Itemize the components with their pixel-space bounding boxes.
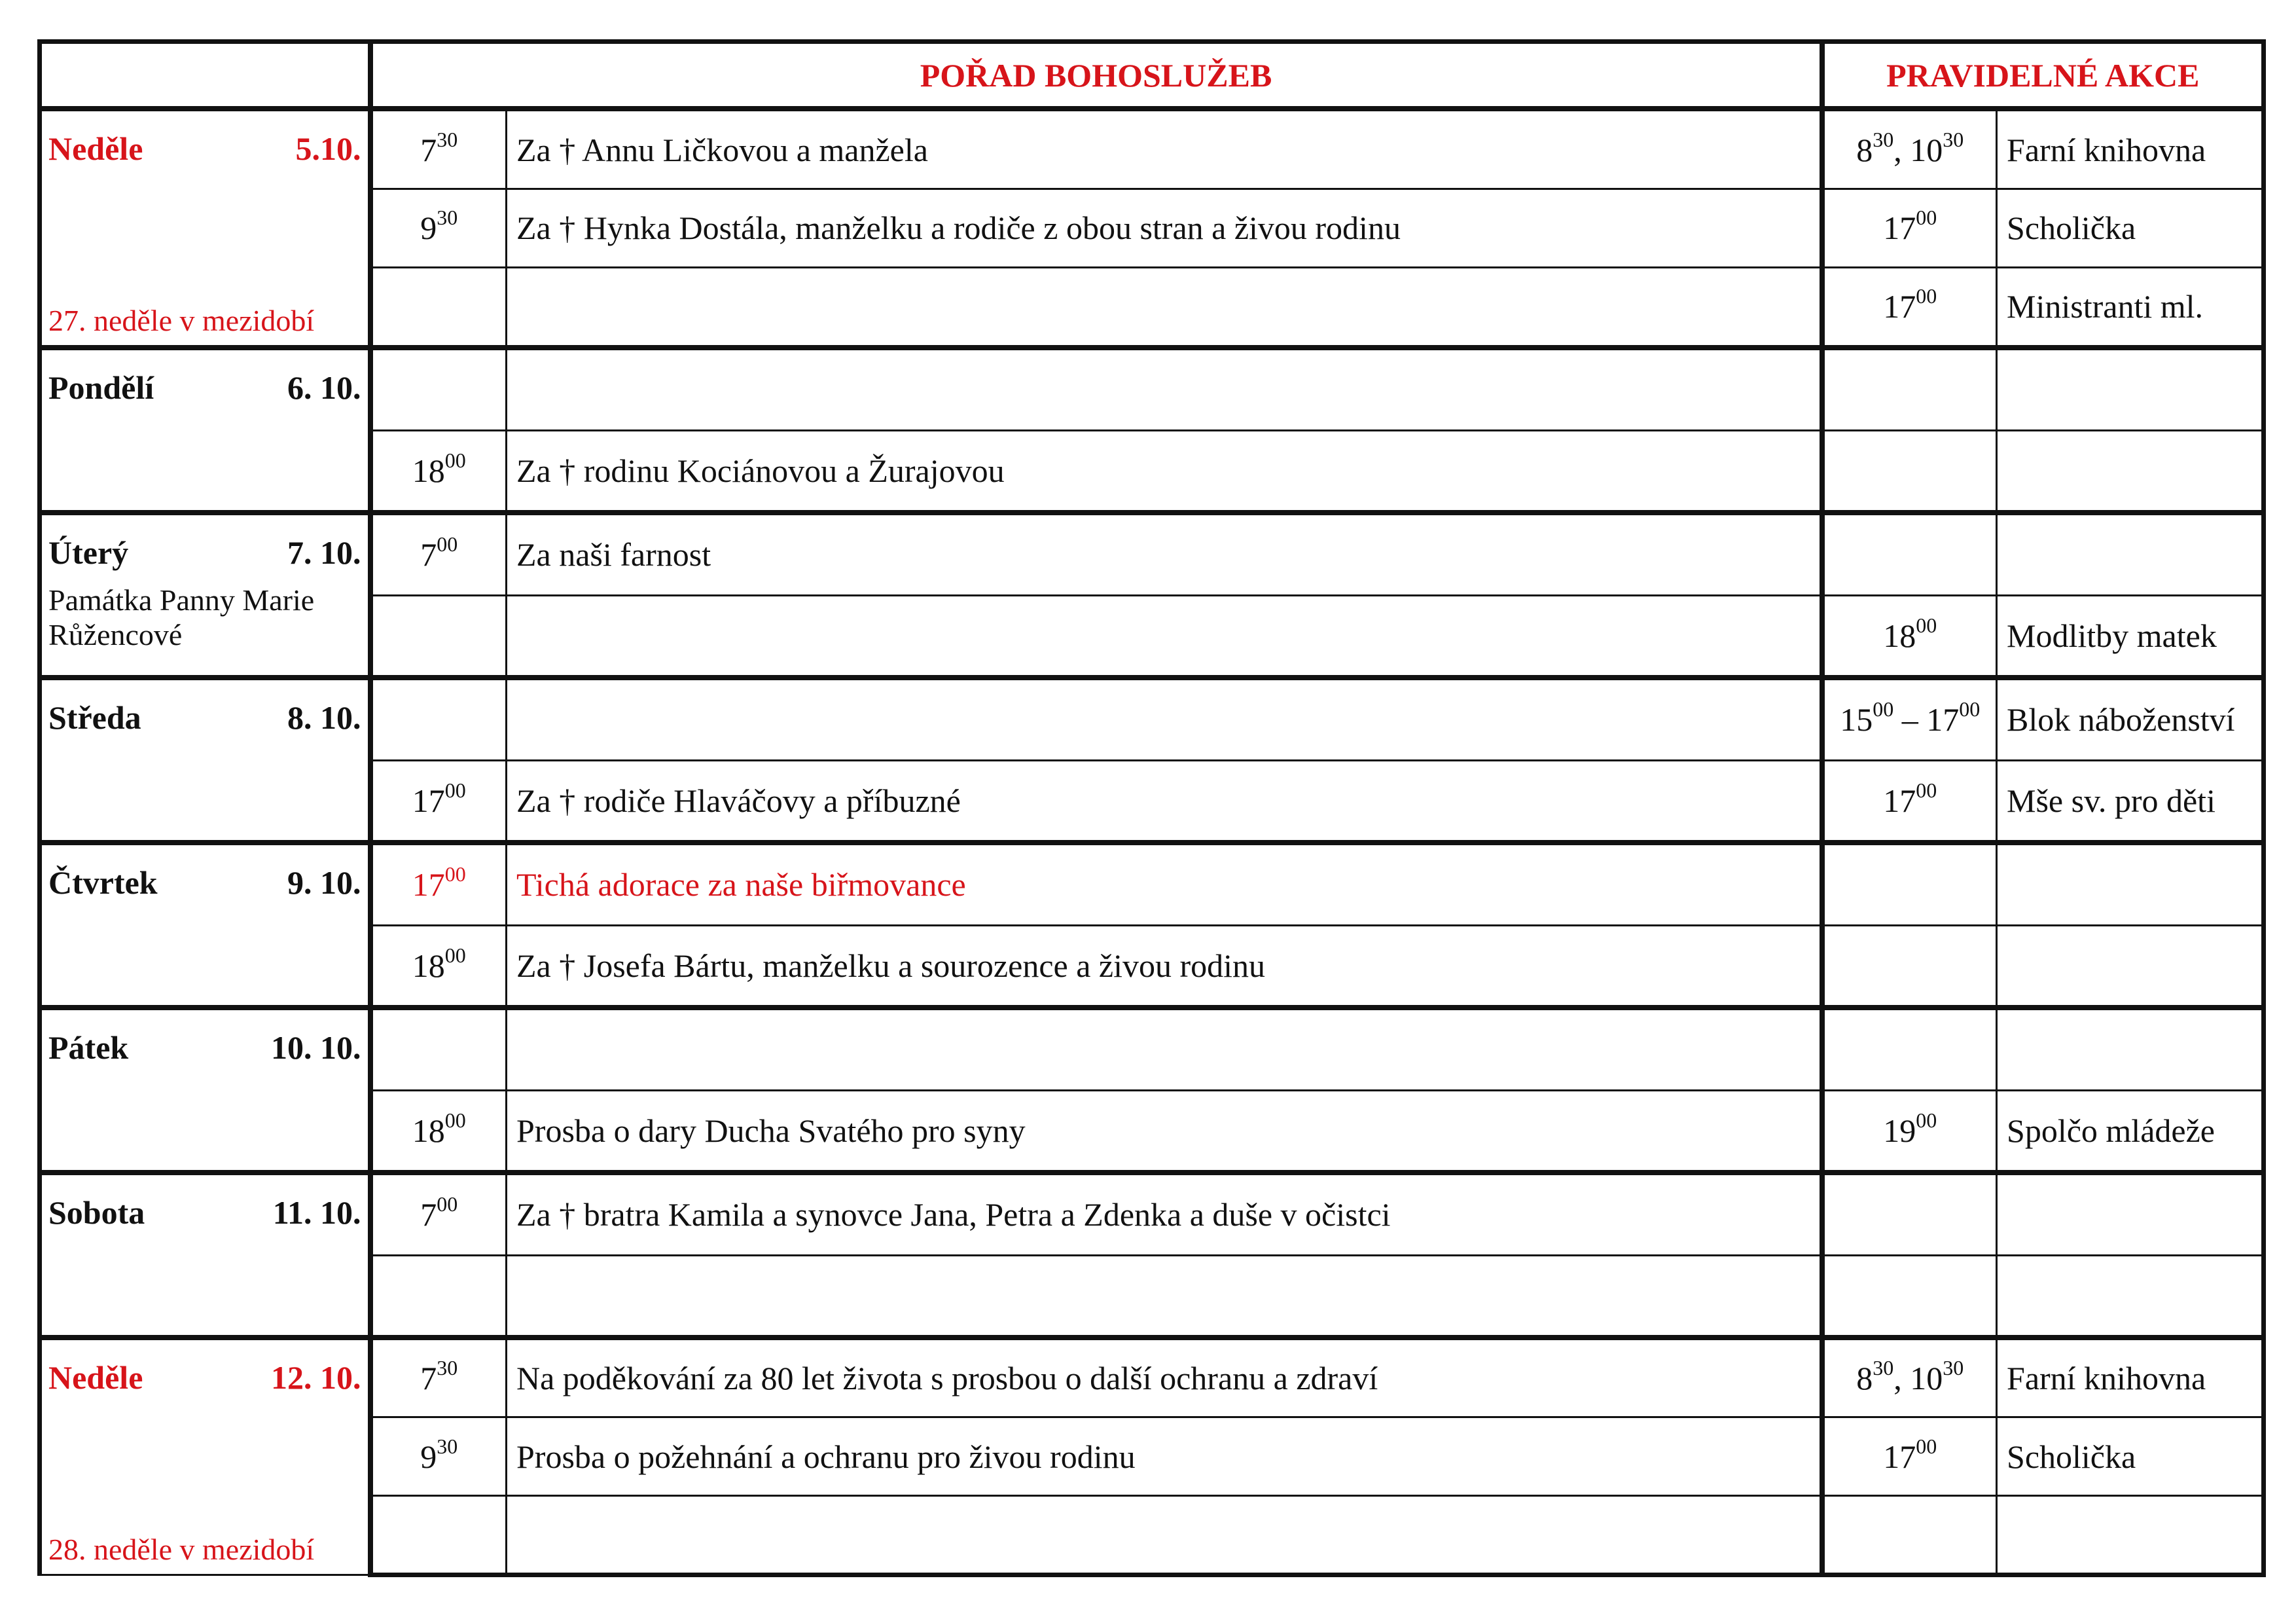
event-time [1883, 1434, 1937, 1475]
time-minutes: 00 [444, 862, 466, 886]
event-name-cell [1997, 1173, 2264, 1255]
intention-text: Za † Hynka Dostála, manželku a rodiče z obou stran a živou rodinu [516, 210, 1401, 247]
day-date: 8. 10. [287, 699, 361, 736]
schedule-row [40, 109, 2264, 189]
day-block [48, 1029, 361, 1170]
event-time [1883, 206, 1937, 247]
event-time-cell [1822, 595, 1997, 678]
time-minutes: 00 [1959, 697, 1981, 721]
time-hour: 9 [420, 210, 437, 247]
event-time-cell [1822, 1255, 1997, 1338]
day-block [48, 534, 361, 675]
day-block [48, 864, 361, 1005]
event-name-cell [1997, 1338, 2264, 1417]
day-block [48, 369, 361, 510]
service-time [412, 943, 466, 984]
time-hour: 18 [1883, 617, 1916, 654]
day-name: Neděle [48, 1359, 143, 1396]
event-time [1883, 778, 1937, 819]
time-minutes: 00 [1873, 697, 1894, 721]
event-time-cell [1822, 430, 1997, 513]
service-time [420, 127, 458, 168]
day-name: Neděle [48, 130, 143, 167]
event-time-cell [1822, 1090, 1997, 1173]
event-name-cell [1997, 595, 2264, 678]
time-separator: , [1893, 131, 1910, 168]
service-time-cell [370, 1255, 507, 1338]
schedule-row [40, 513, 2264, 595]
time-minutes: 00 [1916, 1434, 1937, 1458]
schedule-row [40, 1090, 2264, 1173]
day-date: 12. 10. [271, 1359, 361, 1396]
service-time [420, 1192, 458, 1233]
day-note: Památka Panny Marie Růžencové [48, 583, 315, 651]
event-name: Spolčo mládeže [2007, 1112, 2215, 1149]
time-minutes: 00 [444, 448, 466, 472]
schedule-row [40, 1338, 2264, 1417]
event-name: Mše sv. pro děti [2007, 782, 2215, 819]
time-hour: 19 [1883, 1112, 1916, 1149]
day-note: 27. neděle v mezidobí [48, 304, 315, 338]
day-cell [40, 109, 370, 348]
time-hour: 7 [420, 1360, 437, 1397]
event-name-cell [1997, 925, 2264, 1008]
day-heading [48, 864, 361, 902]
service-time [420, 206, 458, 247]
time-hour: 8 [1856, 131, 1873, 168]
service-time-cell [370, 1417, 507, 1495]
service-time [412, 778, 466, 819]
time-hour: 17 [1883, 782, 1916, 819]
time-minutes: 30 [1943, 127, 1964, 151]
time-hour: 18 [412, 1112, 445, 1149]
service-time-cell [370, 1338, 507, 1417]
event-name-cell [1997, 109, 2264, 189]
time-hour: 7 [420, 1196, 437, 1233]
schedule-row [40, 1008, 2264, 1090]
event-name: Farní knihovna [2007, 1360, 2206, 1397]
day-name: Úterý [48, 534, 129, 571]
day-block [48, 1359, 361, 1574]
intention-text: Za † rodiče Hlaváčovy a příbuzné [516, 782, 961, 819]
time-minutes: 00 [444, 943, 466, 967]
event-time [1840, 697, 1981, 739]
event-name-cell [1997, 843, 2264, 925]
day-date: 11. 10. [272, 1194, 361, 1231]
time-hour: 15 [1840, 701, 1873, 739]
time-minutes: 00 [437, 532, 458, 556]
service-time-cell [370, 678, 507, 760]
day-date: 6. 10. [287, 369, 361, 406]
intention-cell [507, 1090, 1822, 1173]
intention-cell [507, 513, 1822, 595]
day-name: Pondělí [48, 369, 154, 406]
intention-cell [507, 189, 1822, 268]
day-heading [48, 534, 361, 572]
time-separator: – [1893, 701, 1927, 739]
event-time-cell [1822, 1417, 1997, 1495]
time-separator: , [1893, 1360, 1910, 1397]
event-time-cell [1822, 189, 1997, 268]
event-time [1883, 613, 1937, 654]
header-empty-cell [40, 42, 370, 109]
service-time-cell [370, 1173, 507, 1255]
time-hour: 17 [1883, 288, 1916, 325]
schedule-row [40, 1417, 2264, 1495]
intention-text: Za † bratra Kamila a synovce Jana, Petra a Zdenka a duše v očistci [516, 1196, 1391, 1233]
intention-text: Za † rodinu Kociánovou a Žurajovou [516, 452, 1005, 489]
service-time [420, 1434, 458, 1475]
day-block [48, 1194, 361, 1335]
event-time [1883, 1108, 1937, 1149]
event-time-cell [1822, 678, 1997, 760]
service-time-cell [370, 1495, 507, 1575]
day-cell [40, 513, 370, 678]
event-name-cell [1997, 267, 2264, 348]
intention-text: Za † Josefa Bártu, manželku a sourozence a živou rodinu [516, 947, 1266, 984]
schedule-row [40, 430, 2264, 513]
day-cell [40, 1173, 370, 1338]
event-time-cell [1822, 267, 1997, 348]
day-cell [40, 348, 370, 513]
day-heading [48, 1359, 361, 1396]
time-hour: 10 [1910, 131, 1943, 168]
schedule-table [37, 39, 2266, 1577]
service-time [412, 862, 466, 903]
time-minutes: 30 [437, 1356, 458, 1380]
schedule-row [40, 595, 2264, 678]
event-time-cell [1822, 760, 1997, 843]
event-name: Farní knihovna [2007, 131, 2206, 168]
event-name: Modlitby matek [2007, 617, 2217, 654]
service-time [420, 532, 458, 574]
day-block [48, 130, 361, 345]
time-minutes: 00 [1916, 1108, 1937, 1132]
schedule-row [40, 678, 2264, 760]
time-hour: 17 [1926, 701, 1960, 739]
intention-cell [507, 1338, 1822, 1417]
event-time [1856, 127, 1964, 168]
day-cell [40, 1008, 370, 1173]
service-time-cell [370, 595, 507, 678]
day-block [48, 699, 361, 840]
service-time-cell [370, 513, 507, 595]
day-cell [40, 843, 370, 1008]
day-date: 5.10. [295, 130, 361, 167]
time-hour: 18 [412, 452, 445, 489]
intention-cell [507, 595, 1822, 678]
service-time [420, 1356, 458, 1397]
day-heading [48, 369, 361, 407]
time-minutes: 00 [437, 1192, 458, 1216]
schedule-row [40, 348, 2264, 430]
day-name: Čtvrtek [48, 864, 158, 901]
time-hour: 17 [412, 782, 445, 819]
event-name-cell [1997, 1417, 2264, 1495]
event-name: Scholička [2007, 1438, 2136, 1475]
event-name: Blok náboženství [2007, 701, 2235, 739]
schedule-row [40, 189, 2264, 268]
time-hour: 18 [412, 947, 445, 984]
event-time [1883, 284, 1937, 325]
event-name-cell [1997, 189, 2264, 268]
day-heading [48, 1029, 361, 1067]
event-name-cell [1997, 430, 2264, 513]
regular-events-header: PRAVIDELNÉ AKCE [1822, 42, 2264, 109]
services-header: POŘAD BOHOSLUŽEB [370, 42, 1822, 109]
event-name-cell [1997, 760, 2264, 843]
intention-cell [507, 925, 1822, 1008]
service-time-cell [370, 348, 507, 430]
intention-text: Na poděkování za 80 let života s prosbou o další ochranu a zdraví [516, 1360, 1378, 1397]
schedule-body [40, 42, 2264, 1575]
intention-text: Za naši farnost [516, 536, 711, 574]
event-name: Scholička [2007, 210, 2136, 247]
event-name-cell [1997, 1255, 2264, 1338]
time-minutes: 30 [437, 1434, 458, 1458]
time-hour: 8 [1856, 1360, 1873, 1397]
service-time-cell [370, 843, 507, 925]
time-hour: 10 [1910, 1360, 1943, 1397]
time-minutes: 00 [444, 778, 466, 802]
service-time-cell [370, 1090, 507, 1173]
event-time-cell [1822, 513, 1997, 595]
service-time [412, 1108, 466, 1149]
day-cell [40, 1338, 370, 1575]
day-note: 28. neděle v mezidobí [48, 1533, 315, 1567]
schedule-row [40, 1495, 2264, 1575]
time-hour: 17 [1883, 210, 1916, 247]
intention-cell [507, 1008, 1822, 1090]
schedule-row [40, 267, 2264, 348]
time-hour: 9 [420, 1438, 437, 1475]
intention-text: Prosba o požehnání a ochranu pro živou rodinu [516, 1438, 1136, 1475]
service-time-cell [370, 430, 507, 513]
intention-cell [507, 1495, 1822, 1575]
intention-text: Tichá adorace za naše biřmovance [516, 866, 966, 903]
day-heading [48, 1194, 361, 1231]
day-heading [48, 130, 361, 168]
intention-cell [507, 430, 1822, 513]
time-minutes: 30 [437, 206, 458, 230]
day-name: Pátek [48, 1029, 129, 1066]
day-date: 9. 10. [287, 864, 361, 901]
intention-cell [507, 678, 1822, 760]
event-time-cell [1822, 1495, 1997, 1575]
day-date: 10. 10. [271, 1029, 361, 1066]
event-time-cell [1822, 1008, 1997, 1090]
intention-cell [507, 1173, 1822, 1255]
day-cell [40, 678, 370, 843]
intention-cell [507, 843, 1822, 925]
time-minutes: 30 [1873, 1356, 1894, 1380]
event-time-cell [1822, 109, 1997, 189]
time-minutes: 00 [1916, 778, 1937, 802]
service-time-cell [370, 925, 507, 1008]
schedule-row [40, 1255, 2264, 1338]
intention-cell [507, 760, 1822, 843]
event-name-cell [1997, 1090, 2264, 1173]
event-name-cell [1997, 513, 2264, 595]
event-time-cell [1822, 925, 1997, 1008]
schedule-row [40, 925, 2264, 1008]
intention-text: Prosba o dary Ducha Svatého pro syny [516, 1112, 1026, 1149]
time-hour: 17 [1883, 1438, 1916, 1475]
service-time-cell [370, 109, 507, 189]
intention-cell [507, 109, 1822, 189]
day-date: 7. 10. [287, 534, 361, 571]
day-heading [48, 699, 361, 737]
service-time [412, 448, 466, 489]
schedule-row [40, 760, 2264, 843]
time-hour: 7 [420, 536, 437, 574]
time-minutes: 00 [1916, 284, 1937, 308]
service-time-cell [370, 1008, 507, 1090]
intention-cell [507, 1255, 1822, 1338]
intention-cell [507, 1417, 1822, 1495]
schedule-row [40, 843, 2264, 925]
event-name-cell [1997, 1008, 2264, 1090]
time-minutes: 30 [437, 127, 458, 151]
time-minutes: 00 [1916, 206, 1937, 230]
event-time [1856, 1356, 1964, 1397]
intention-cell [507, 348, 1822, 430]
intention-text: Za † Annu Ličkovou a manžela [516, 131, 928, 168]
time-hour: 17 [412, 866, 445, 903]
service-time-cell [370, 267, 507, 348]
header-row [40, 42, 2264, 109]
service-time-cell [370, 760, 507, 843]
event-time-cell [1822, 1338, 1997, 1417]
time-minutes: 00 [1916, 613, 1937, 637]
event-name-cell [1997, 348, 2264, 430]
event-time-cell [1822, 348, 1997, 430]
event-name: Ministranti ml. [2007, 288, 2204, 325]
time-minutes: 00 [444, 1108, 466, 1132]
event-name-cell [1997, 1495, 2264, 1575]
time-minutes: 30 [1873, 127, 1894, 151]
time-minutes: 30 [1943, 1356, 1964, 1380]
intention-cell [507, 267, 1822, 348]
day-name: Středa [48, 699, 141, 736]
service-time-cell [370, 189, 507, 268]
day-name: Sobota [48, 1194, 145, 1231]
time-hour: 7 [420, 131, 437, 168]
event-time-cell [1822, 1173, 1997, 1255]
event-name-cell [1997, 678, 2264, 760]
schedule-row [40, 1173, 2264, 1255]
event-time-cell [1822, 843, 1997, 925]
